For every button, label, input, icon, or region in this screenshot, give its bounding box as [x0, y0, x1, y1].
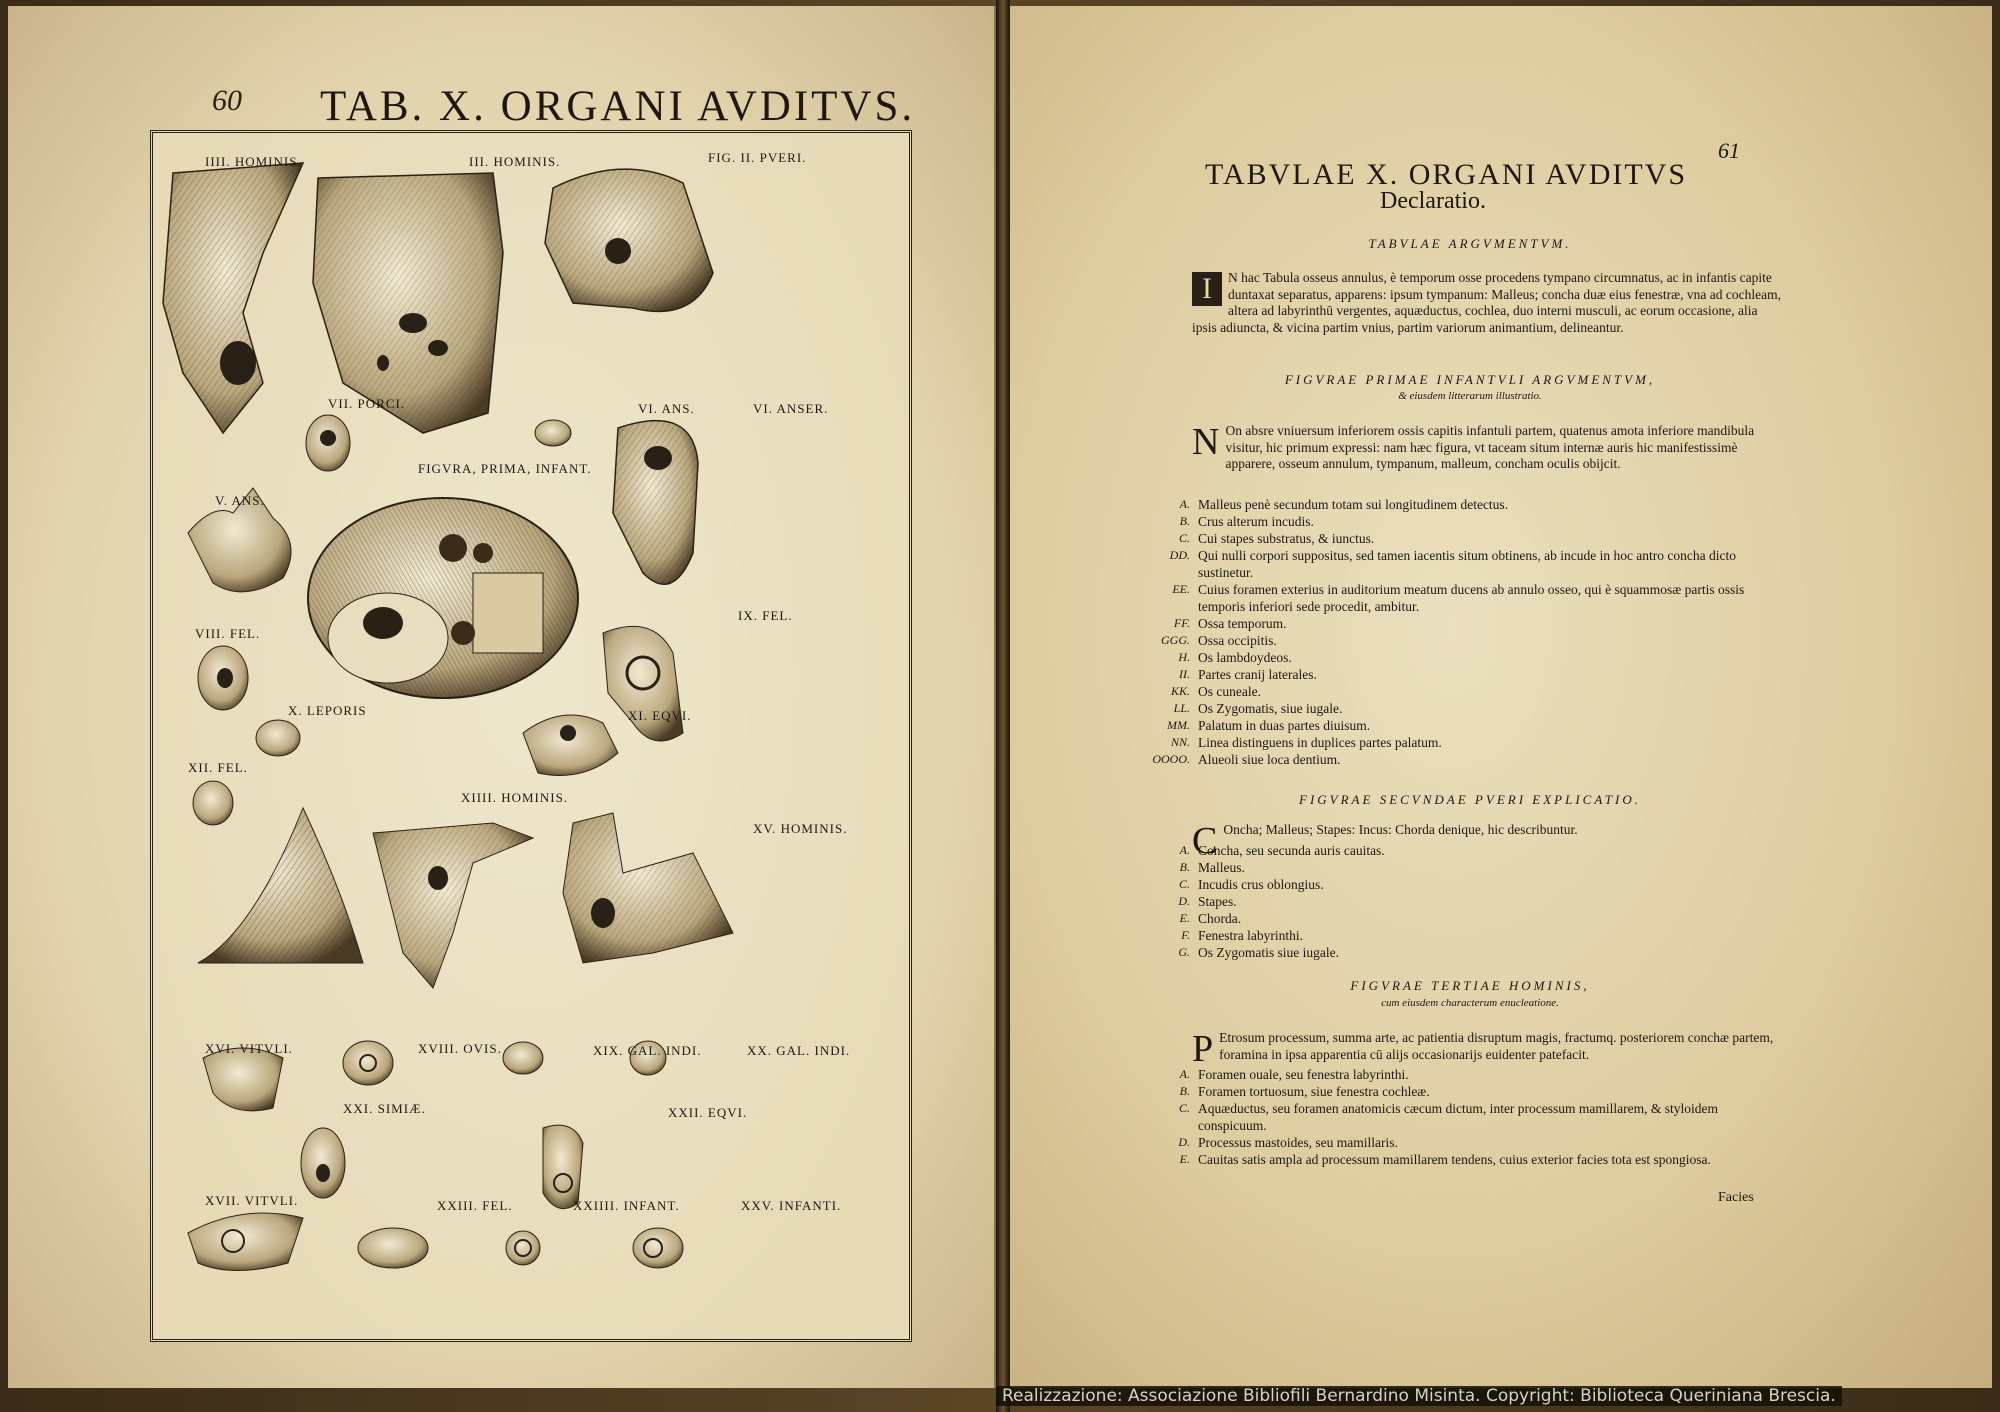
legend-text: Fenestra labyrinthi. [1198, 928, 1303, 943]
bone-fig-1-skull-base [308, 498, 578, 698]
figure-label: VII. PORCI. [328, 396, 406, 411]
bone-fig-11 [523, 715, 618, 776]
fig3-heading: FIGVRAE TERTIAE HOMINIS, [1350, 978, 1590, 993]
figure-label: VI. ANSER. [753, 401, 829, 416]
legend-text: Foramen tortuosum, siue fenestra cochleæ. [1198, 1084, 1430, 1099]
engraved-plate [150, 130, 912, 1342]
legend-row [1130, 496, 1785, 513]
legend-text: Palatum in duas partes diuisum. [1198, 718, 1371, 733]
legend-text: Processus mastoides, seu mamillaris. [1198, 1135, 1398, 1150]
bone-fig-18 [343, 1041, 393, 1085]
legend-text: Chorda. [1198, 911, 1242, 926]
legend-row [1130, 734, 1785, 751]
legend-text: Crus alterum incudis. [1198, 514, 1314, 529]
legend-text: Malleus penè secundum totam sui longitudinem detectus. [1198, 497, 1509, 512]
legend-row [1130, 513, 1785, 530]
legend-key: A. [1179, 1067, 1190, 1081]
bone-fig-6b [613, 421, 698, 585]
legend-row [1130, 615, 1785, 632]
legend-row [1130, 547, 1785, 581]
figure-label: XX. GAL. INDI. [747, 1043, 851, 1058]
legend-row [1130, 1066, 1785, 1083]
bone-fig-22 [543, 1125, 583, 1208]
figure-label: V. ANS. [215, 493, 265, 508]
legend-text: Foramen ouale, seu fenestra labyrinthi. [1198, 1067, 1409, 1082]
legend-text: Linea distinguens in duplices partes palatum. [1198, 735, 1442, 750]
dropcap-ornament: I [1192, 272, 1222, 306]
figure-label: XXI. SIMIÆ. [343, 1101, 426, 1116]
figure-label: VI. ANS. [638, 401, 695, 416]
legend-key: G. [1178, 945, 1190, 959]
legend-key: D. [1178, 894, 1190, 908]
legend-text: Os lambdoydeos. [1198, 650, 1292, 665]
bone-fig-23 [358, 1228, 428, 1268]
fig1-legend [1130, 496, 1785, 768]
legend-key: B. [1179, 1084, 1190, 1098]
figure-label: XIX. GAL. INDI. [593, 1043, 702, 1058]
legend-row [1130, 581, 1785, 615]
figure-label: XIIII. HOMINIS. [461, 790, 569, 805]
legend-text: Ossa temporum. [1198, 616, 1287, 631]
argumentum-paragraph: I N hac Tabula osseus annulus, è temporum osse procedens tympano circumnatus, ac in infantis capite duntaxat separatus, apparens: ipsum tympanum: Malleus; concha duæ eius fenestræ, vna ad cochleam, altera ad labyrinthū vergentes, aquæductus, cochlea, duo interni musculi, ac eorum occasione, alia ipsis adiuncta, & vicina partim vnius, partim variorum animantium, delineantur. [1192, 270, 1781, 335]
legend-key: MM. [1167, 718, 1190, 732]
plate-title: TAB. X. ORGANI AVDITVS. [320, 83, 916, 130]
legend-key: B. [1179, 860, 1190, 874]
legend-key: C. [1178, 531, 1190, 545]
legend-row [1130, 717, 1785, 734]
legend-row [1130, 910, 1785, 927]
figure-label: X. LEPORIS [288, 703, 367, 718]
legend-text: Ossa occipitis. [1198, 633, 1277, 648]
legend-row [1130, 1100, 1785, 1134]
figure-label: XVI. VITVLI. [205, 1041, 293, 1056]
legend-text: Malleus. [1198, 860, 1245, 875]
bone-fig-10 [256, 720, 300, 756]
bone-fig-13 [198, 808, 363, 963]
legend-text: Cauitas satis ampla ad processum mamillarem tendens, cuius exterior facies tota est spongiosa. [1198, 1152, 1711, 1167]
catchword: Facies [1718, 1190, 1754, 1205]
legend-key: A. [1179, 497, 1190, 511]
legend-row [1130, 632, 1785, 649]
legend-row [1130, 530, 1785, 547]
legend-text: Stapes. [1198, 894, 1237, 909]
figure-label: XVII. VITVLI. [205, 1193, 299, 1208]
figure-label: FIGVRA, PRIMA, INFANT. [418, 461, 592, 476]
legend-key: DD. [1169, 548, 1190, 562]
copyright-credit: Realizzazione: Associazione Bibliofili Bernardino Misinta. Copyright: Biblioteca Queriniana Brescia. [996, 1386, 1842, 1406]
fig1-heading: FIGVRAE PRIMAE INFANTVLI ARGVMENTVM, [1284, 372, 1656, 387]
legend-row [1130, 683, 1785, 700]
dropcap: P [1192, 1028, 1214, 1070]
legend-key: GGG. [1161, 633, 1190, 647]
dropcap: N [1192, 421, 1220, 463]
legend-key: E. [1179, 911, 1190, 925]
legend-row [1130, 944, 1785, 961]
bone-fig-14 [373, 823, 533, 988]
legend-key: OOOO. [1152, 752, 1190, 766]
bone-fig-19 [503, 1042, 543, 1074]
figure-label: XV. HOMINIS. [753, 821, 848, 836]
fig1-subheading: & eiusdem litterarum illustratio. [1398, 390, 1542, 402]
legend-text: Alueoli siue loca dentium. [1198, 752, 1341, 767]
legend-key: E. [1179, 1152, 1190, 1166]
dropcap: C [1192, 820, 1218, 862]
fig2-legend [1130, 842, 1785, 961]
legend-text: Cuius foramen exterius in auditorium meatum ducens ab annulo osseo, qui è squammosæ partis ossis temporis inferiori sede procedit, ambitur. [1198, 582, 1745, 614]
legend-key: FF. [1173, 616, 1190, 630]
legend-text: Qui nulli corpori suppositus, sed tamen iacentis situm obtinens, ab incude in hoc antro concha dicto sustinetur. [1198, 548, 1737, 580]
bone-fig-6a [535, 420, 571, 446]
legend-key: C. [1178, 877, 1190, 891]
legend-row [1130, 1151, 1785, 1168]
bone-fig-2 [545, 169, 713, 311]
legend-key: A. [1179, 843, 1190, 857]
bone-fig-25 [633, 1228, 683, 1268]
legend-key: LL. [1173, 701, 1190, 715]
legend-row [1130, 876, 1785, 893]
legend-row [1130, 700, 1785, 717]
legend-key: C. [1178, 1101, 1190, 1115]
left-page-number: 60 [212, 84, 242, 117]
legend-text: Concha, seu secunda auris cauitas. [1198, 843, 1385, 858]
legend-row [1130, 893, 1785, 910]
legend-key: KK. [1170, 684, 1190, 698]
figure-label: IIII. HOMINIS. [205, 154, 302, 169]
figure-label: IX. FEL. [738, 608, 793, 623]
bone-fig-16 [203, 1048, 283, 1111]
figure-label: XXV. INFANTI. [741, 1198, 842, 1213]
legend-row [1130, 1083, 1785, 1100]
legend-row [1130, 649, 1785, 666]
bone-fig-8 [198, 646, 248, 710]
figure-label: XVIII. OVIS. [418, 1041, 502, 1056]
legend-row [1130, 842, 1785, 859]
figure-label: FIG. II. PVERI. [708, 150, 807, 165]
legend-key: F. [1181, 928, 1190, 942]
figure-label: XII. FEL. [188, 760, 248, 775]
plate-engravings [153, 133, 909, 1339]
declaratio-subtitle: Declaratio. [1380, 188, 1486, 214]
legend-row [1130, 666, 1785, 683]
legend-text: Cui stapes substratus, & iunctus. [1198, 531, 1375, 546]
legend-key: D. [1178, 1135, 1190, 1149]
book-gutter [996, 0, 1010, 1412]
figure-label: XXIII. FEL. [437, 1198, 513, 1213]
argumentum-heading: TABVLAE ARGVMENTVM. [1368, 236, 1572, 251]
bone-fig-15 [563, 813, 733, 963]
bone-fig-12 [193, 781, 233, 825]
bone-fig-24 [506, 1231, 540, 1265]
bone-fig-4 [163, 163, 303, 433]
figure-label: XXIIII. INFANT. [573, 1198, 680, 1213]
legend-text: Incudis crus oblongius. [1198, 877, 1324, 892]
legend-text: Os cuneale. [1198, 684, 1261, 699]
bone-fig-7 [306, 415, 350, 471]
legend-text: Os Zygomatis, siue iugale. [1198, 701, 1343, 716]
fig3-subheading: cum eiusdem characterum enucleatione. [1381, 997, 1559, 1009]
legend-row [1130, 751, 1785, 768]
legend-key: II. [1179, 667, 1190, 681]
declaratio-title: TABVLAE X. ORGANI AVDITVS [1205, 158, 1688, 191]
bone-fig-21 [301, 1128, 345, 1198]
legend-row [1130, 1134, 1785, 1151]
figure-label: XXII. EQVI. [668, 1105, 748, 1120]
legend-row [1130, 859, 1785, 876]
legend-text: Os Zygomatis siue iugale. [1198, 945, 1339, 960]
right-page-number: 61 [1718, 138, 1740, 163]
figure-label: VIII. FEL. [195, 626, 261, 641]
legend-key: B. [1179, 514, 1190, 528]
legend-key: H. [1178, 650, 1190, 664]
bone-fig-17 [188, 1213, 303, 1271]
fig3-legend [1130, 1066, 1785, 1168]
legend-key: EE. [1172, 582, 1190, 596]
legend-row [1130, 927, 1785, 944]
figure-label: XI. EQVI. [628, 708, 692, 723]
fig3-paragraph: P Etrosum processum, summa arte, ac patientia disruptum magis, fractumq. posteriorem conchæ partem, foramina in ipsa apparentia cū alijs occasionarijs euidenter patefacit. [1192, 1028, 1774, 1070]
fig2-paragraph: C Oncha; Malleus; Stapes: Incus: Chorda denique, hic describuntur. [1192, 820, 1578, 862]
fig1-paragraph: N On absre vniuersum inferiorem ossis capitis infantuli partem, quatenus amota inferiore mandibula visitur, hic primum expressi: nam hæc figura, vt taceam situm internæ auris hic manifestissimè apparere, osseum annulum, tympanum, malleum, concham oculis obijcit. [1192, 421, 1755, 471]
bone-fig-3 [313, 173, 503, 433]
legend-key: NN. [1170, 735, 1190, 749]
fig2-heading: FIGVRAE SECVNDAE PVERI EXPLICATIO. [1299, 792, 1641, 807]
figure-label: III. HOMINIS. [469, 154, 561, 169]
legend-text: Partes cranij laterales. [1198, 667, 1317, 682]
legend-text: Aquæductus, seu foramen anatomicis cæcum dictum, inter processum mamillarem, & styloidem conspicuum. [1198, 1101, 1719, 1133]
